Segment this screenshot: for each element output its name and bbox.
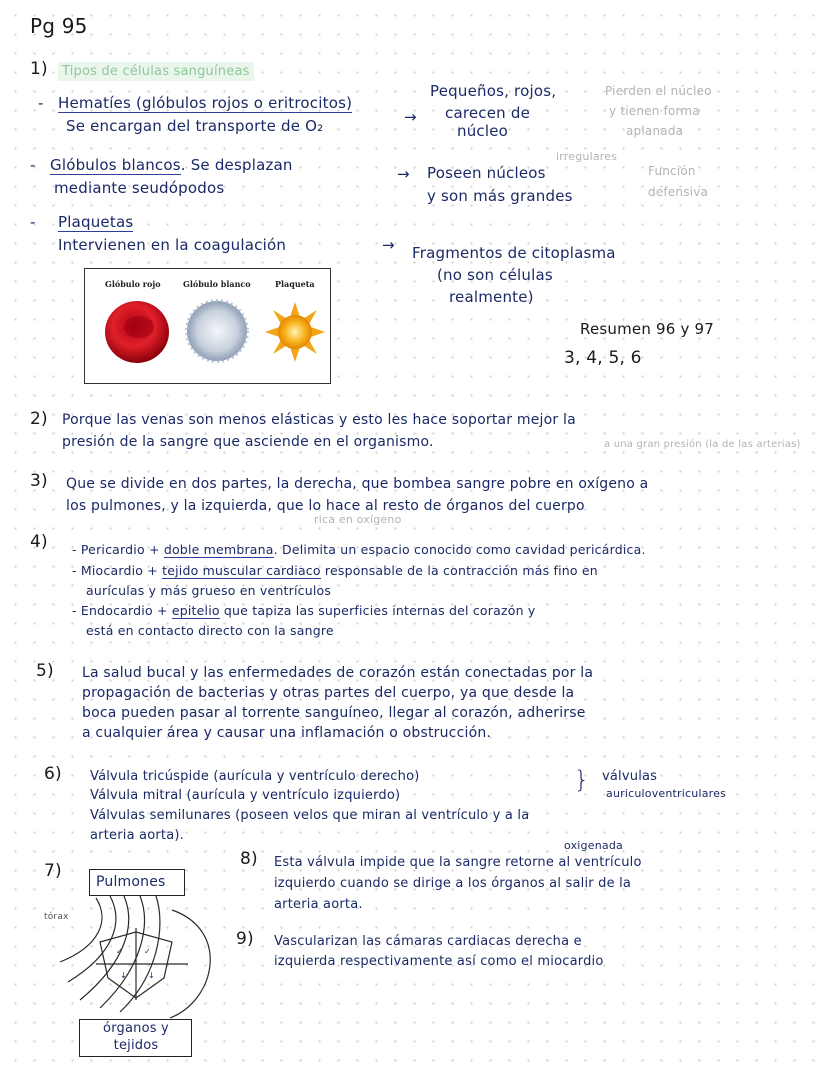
q2-note: a una gran presión (la de las arterias) (604, 439, 801, 450)
plaquetas-result-3: realmente) (449, 288, 534, 306)
plaquetas-arrow: → (382, 236, 395, 254)
q2-number: 2) (30, 409, 48, 429)
q5-line-4: a cualquier área y causar una inflamación o obstrucción. (82, 725, 492, 741)
q6-line-1: Válvula tricúspide (aurícula y ventrículo derecho) (90, 769, 420, 784)
q4-pericardio: - Pericardio + (72, 542, 160, 557)
blancos-note-2: defensiva (648, 185, 709, 199)
q3-note: rica en oxígeno (314, 513, 402, 526)
vessel-line-1 (60, 898, 102, 962)
blancos-note-top: irregulares (556, 150, 618, 163)
q4-line-2-rest: responsable de la contracción más fino en (324, 563, 598, 578)
q4-miocardio: - Miocardio + (72, 563, 158, 578)
hematies-note-3: aplanada (626, 124, 684, 138)
blancos-title-text: Glóbulos blancos (50, 156, 181, 174)
page-number: Pg 95 (30, 14, 88, 38)
hematies-desc: Se encargan del transporte de O₂ (66, 117, 324, 135)
q6-line-3: Válvulas semilunares (poseen velos que miran al ventrículo y a la (90, 808, 530, 823)
q4-endocardio: - Endocardio + (72, 603, 168, 618)
circulation-diagram (40, 850, 230, 1030)
q1-dash-hematies: - (38, 94, 44, 112)
blancos-desc-2: mediante seudópodos (54, 179, 225, 197)
q6-line-4: arteria aorta). (90, 828, 184, 843)
q5-line-2: propagación de bacterias y otras partes del cuerpo, ya que desde la (82, 685, 575, 701)
hematies-result-1: Pequeños, rojos, (430, 82, 557, 100)
label-red-cell: Glóbulo rojo (105, 279, 161, 289)
q6-brace-label-1: válvulas (602, 769, 658, 784)
platelet (265, 302, 325, 362)
q3-line-2: los pulmones, y la izquierda, que lo hace al resto de órganos del cuerpo (66, 498, 585, 514)
plaquetas-title-text: Plaquetas (58, 213, 134, 231)
q8-number: 8) (240, 849, 258, 869)
label-platelet: Plaqueta (275, 279, 315, 289)
plaquetas-result-2: (no son células (437, 266, 553, 284)
q4-line-5: está en contacto directo con la sangre (86, 623, 334, 638)
blancos-result-2: y son más grandes (427, 187, 573, 205)
q8-line-3: arteria aorta. (274, 897, 363, 912)
q6-brace-label-2: auriculoventriculares (606, 787, 727, 800)
plaquetas-desc: Intervienen en la coagulación (58, 236, 287, 254)
q5-line-3: boca pueden pasar al torrente sanguíneo, llegar al corazón, adherirse (82, 705, 586, 721)
q8-line-1: Esta válvula impide que la sangre retorne al ventrículo (274, 855, 642, 870)
blood-cells-image (84, 268, 331, 384)
hematies-title-text: Hematíes (glóbulos rojos o eritrocitos) (58, 94, 353, 112)
organos-label: órganos y tejidos (103, 1021, 169, 1053)
q7-number: 7) (44, 861, 62, 881)
hematies-note-2: y tienen forma (609, 104, 700, 118)
q9-number: 9) (236, 929, 254, 949)
q8-line-2: izquierdo cuando se dirige a los órganos al salir de la (274, 876, 632, 891)
q5-number: 5) (36, 661, 54, 681)
q4-line-1 (72, 540, 646, 559)
q4-doble-membrana: doble membrana (163, 542, 274, 557)
pulmones-label: Pulmones (96, 874, 166, 890)
q9-line-2: izquierda respectivamente así como el miocardio (274, 954, 604, 969)
label-white-cell: Glóbulo blanco (183, 279, 251, 289)
q5-line-1: La salud bucal y las enfermedades de corazón están conectadas por la (82, 665, 594, 681)
hematies-result-2: carecen de (445, 104, 531, 122)
arrow-mark-3: ↓ (120, 971, 127, 980)
plaquetas-title (58, 213, 133, 232)
q1-title: Tipos de células sanguíneas (58, 62, 254, 81)
q4-number: 4) (30, 532, 48, 552)
blood-cells-svg (85, 269, 330, 383)
arrow-mark-4: ↓ (148, 971, 155, 980)
q4-line-1-rest: . Delimita un espacio conocido como cavidad pericárdica. (273, 542, 646, 557)
blancos-arrow: → (397, 165, 410, 183)
torax-label: tórax (44, 912, 69, 922)
q4-epitelio: epitelio (171, 603, 220, 618)
q2-line-2: presión de la sangre que asciende en el organismo. (62, 434, 434, 450)
q1-dash-plaquetas: - (30, 213, 36, 231)
hematies-result-3: núcleo (457, 122, 509, 140)
blancos-desc-1: . Se desplazan (180, 156, 293, 174)
q3-line-1: Que se divide en dos partes, la derecha, que bombea sangre pobre en oxígeno a (66, 476, 649, 492)
q4-line-4 (72, 601, 535, 620)
q4-line-2 (72, 561, 598, 580)
arrow-mark-1: ✓ (116, 947, 123, 956)
resumen-line-2: 3, 4, 5, 6 (564, 348, 642, 368)
q4-line-3: aurículas y más grueso en ventrículos (86, 583, 332, 598)
q4-tejido-muscular: tejido muscular cardiaco (162, 563, 321, 578)
resumen-line-1: Resumen 96 y 97 (580, 320, 715, 338)
blancos-title (50, 156, 293, 175)
q3-number: 3) (30, 471, 48, 491)
red-blood-cell-center (124, 316, 154, 338)
blancos-note-1: Función (648, 164, 696, 178)
hematies-arrow: → (404, 108, 417, 126)
q4-line-4-rest: que tapiza las superficies internas del corazón y (223, 603, 536, 618)
q2-line-1: Porque las venas son menos elásticas y esto les hace soportar mejor la (62, 412, 576, 428)
q6-number: 6) (44, 764, 62, 784)
blancos-result-1: Poseen núcleos (427, 164, 546, 182)
organos-box (79, 1019, 192, 1057)
q8-note: oxigenada (564, 839, 623, 852)
plaquetas-result-1: Fragmentos de citoplasma (412, 244, 616, 262)
q6-line-2: Válvula mitral (aurícula y ventrículo izquierdo) (90, 788, 401, 803)
hematies-note-1: Pierden el núcleo (605, 84, 712, 98)
q6-brace: } (574, 766, 590, 794)
q1-dash-blancos: - (30, 156, 36, 174)
hematies-title (58, 94, 352, 113)
q1-number: 1) (30, 59, 48, 79)
arrow-mark-2: ✓ (144, 947, 151, 956)
q9-line-1: Vascularizan las cámaras cardiacas derecha e (274, 934, 582, 949)
